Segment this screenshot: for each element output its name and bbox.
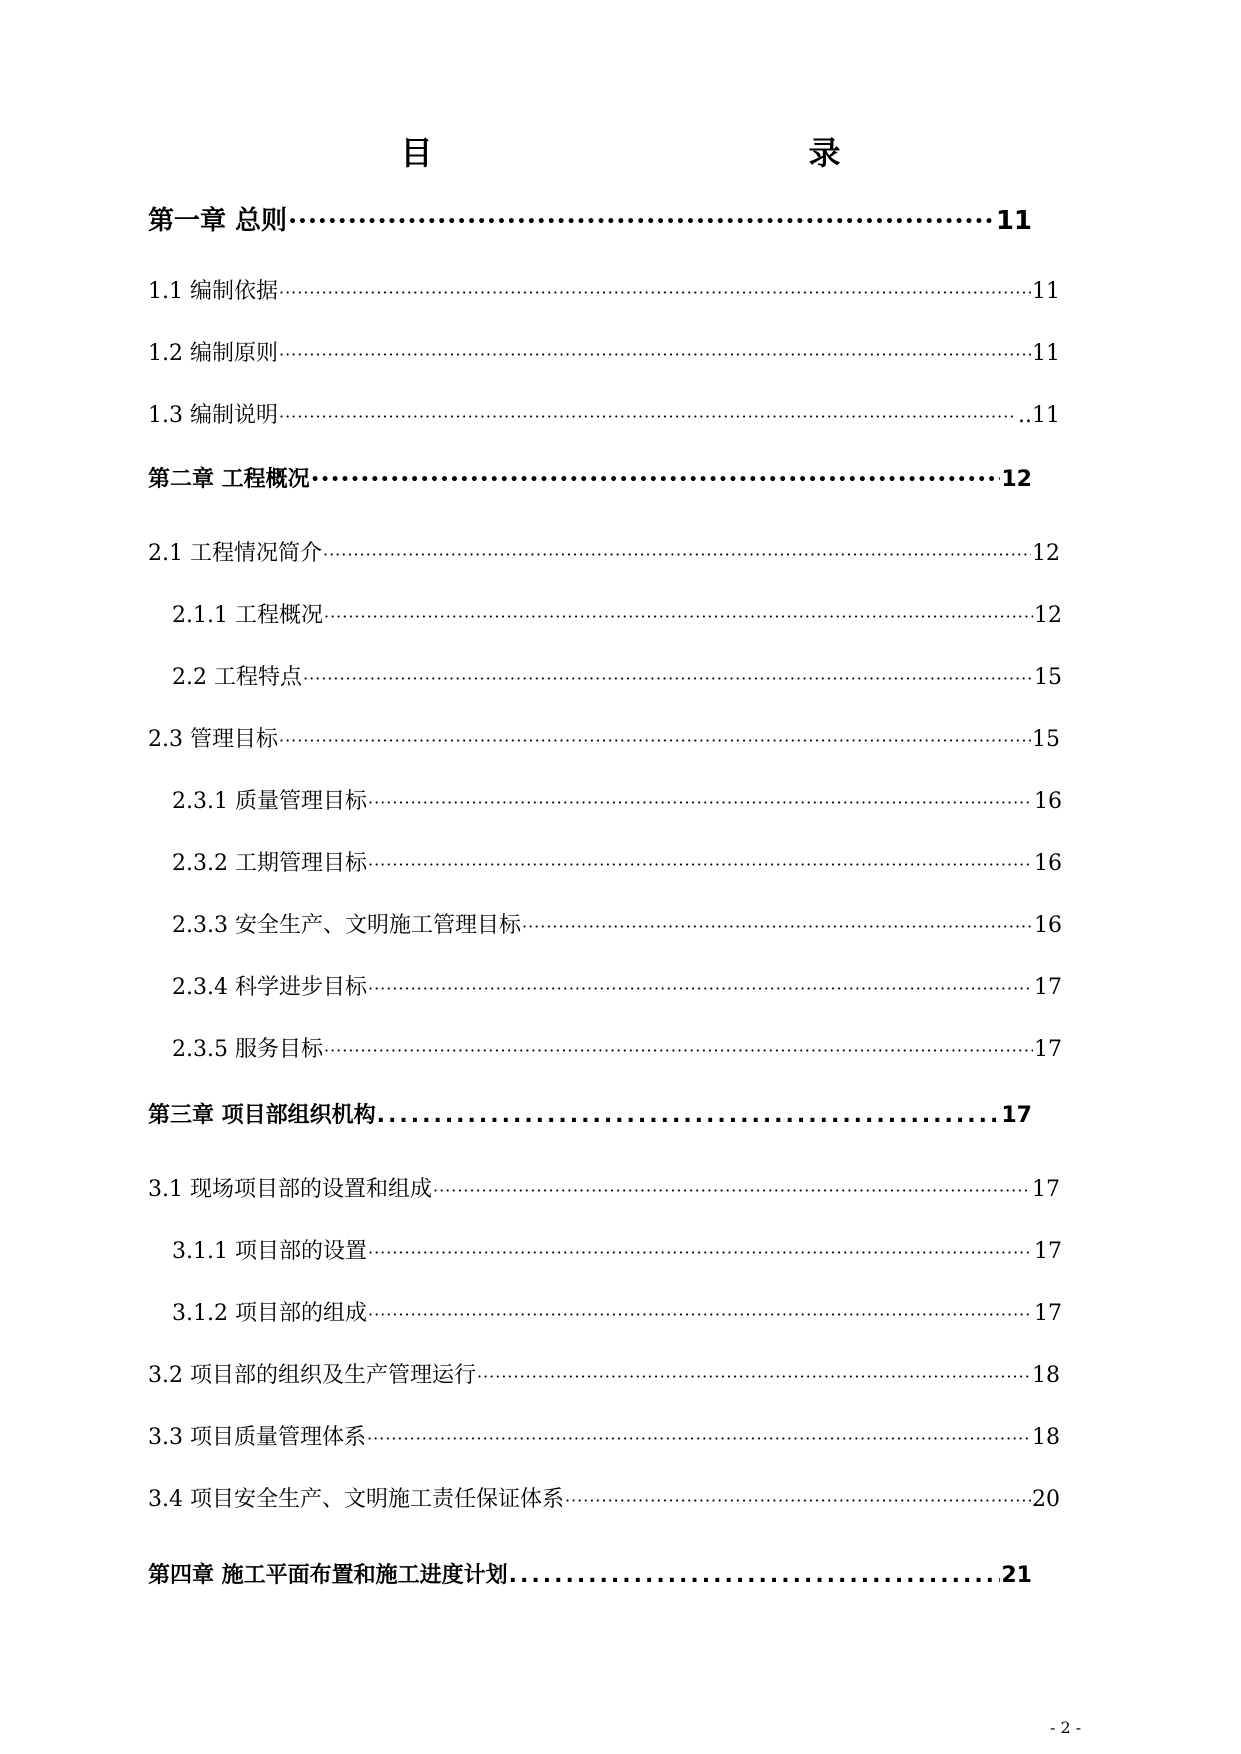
toc-leader-dots xyxy=(368,1301,1033,1326)
toc-entry-page: 18 xyxy=(1032,1425,1060,1450)
toc-entry-page: 15 xyxy=(1032,727,1060,752)
toc-leader-dots xyxy=(279,341,1031,366)
toc-entry-2-3-3[interactable] xyxy=(172,908,1062,939)
toc-entry-page: 16 xyxy=(1034,913,1062,938)
toc-leader-dots xyxy=(279,727,1031,752)
toc-entry-chapter-1[interactable] xyxy=(148,200,1032,237)
toc-entry-label: 2.1 工程情况简介 xyxy=(148,541,322,566)
toc-entry-chapter-3[interactable] xyxy=(148,1098,1032,1129)
toc-title: 目 录 xyxy=(400,134,945,172)
toc-entry-page: 17 xyxy=(1034,1239,1062,1264)
toc-entry-page: 11 xyxy=(995,206,1032,236)
toc-entry-page: 16 xyxy=(1034,789,1062,814)
toc-entry-2-3-4[interactable] xyxy=(172,970,1062,1001)
toc-leader-dots xyxy=(311,467,1001,492)
toc-entry-3-2[interactable] xyxy=(148,1358,1060,1389)
toc-entry-page: 17 xyxy=(1034,975,1062,1000)
toc-entry-page: 17 xyxy=(1032,1177,1060,1202)
toc-entry-page: 20 xyxy=(1032,1487,1060,1512)
toc-entry-2-1-1[interactable] xyxy=(172,598,1062,629)
toc-leader-dots xyxy=(368,789,1033,814)
toc-entry-page: 11 xyxy=(1032,341,1060,366)
toc-entry-1-1[interactable] xyxy=(148,274,1060,305)
toc-entry-chapter-4[interactable] xyxy=(148,1558,1032,1589)
toc-entry-label: 1.3 编制说明 xyxy=(148,403,278,428)
toc-entry-label: 第三章 项目部组织机构 xyxy=(148,1103,376,1128)
toc-leader-dots xyxy=(324,603,1033,628)
toc-leader-dots xyxy=(367,1425,1031,1450)
toc-entry-1-3[interactable] xyxy=(148,398,1060,429)
toc-entry-label: 第二章 工程概况 xyxy=(148,467,310,492)
toc-entry-3-4[interactable] xyxy=(148,1482,1060,1513)
toc-entry-label: 3.4 项目安全生产、文明施工责任保证体系 xyxy=(148,1487,564,1512)
toc-leader-dots xyxy=(324,1037,1033,1062)
toc-entry-2-3-5[interactable] xyxy=(172,1032,1062,1063)
toc-entry-page: ..11 xyxy=(1018,403,1060,428)
toc-entry-label: 2.1.1 工程概况 xyxy=(172,603,323,628)
toc-entry-chapter-2[interactable] xyxy=(148,462,1032,493)
toc-leader-dots xyxy=(288,206,995,236)
toc-leader-dots xyxy=(477,1363,1031,1388)
toc-entry-page: 17 xyxy=(1034,1037,1062,1062)
toc-entry-3-3[interactable] xyxy=(148,1420,1060,1451)
toc-entry-label: 3.1.1 项目部的设置 xyxy=(172,1239,367,1264)
toc-leader-dots xyxy=(565,1487,1031,1512)
toc-entry-label: 3.3 项目质量管理体系 xyxy=(148,1425,366,1450)
toc-leader-dots xyxy=(303,665,1033,690)
toc-entry-3-1-1[interactable] xyxy=(172,1234,1062,1265)
footer-page-number: - 2 - xyxy=(1050,1718,1082,1737)
toc-entry-label: 第一章 总则 xyxy=(148,206,288,236)
toc-entry-page: 12 xyxy=(1034,603,1062,628)
toc-entry-2-3-1[interactable] xyxy=(172,784,1062,815)
toc-entry-2-3-2[interactable] xyxy=(172,846,1062,877)
toc-entry-page: 15 xyxy=(1034,665,1062,690)
toc-entry-3-1-2[interactable] xyxy=(172,1296,1062,1327)
toc-entry-2-1[interactable] xyxy=(148,536,1060,567)
toc-entry-page: 12 xyxy=(1001,467,1032,492)
toc-entry-label: 2.3.2 工期管理目标 xyxy=(172,851,367,876)
toc-leader-dots xyxy=(509,1563,1001,1588)
toc-entry-label: 2.3.5 服务目标 xyxy=(172,1037,323,1062)
toc-entry-label: 2.2 工程特点 xyxy=(172,665,302,690)
toc-entry-label: 3.1.2 项目部的组成 xyxy=(172,1301,367,1326)
toc-entry-2-3[interactable] xyxy=(148,722,1060,753)
toc-leader-dots xyxy=(368,851,1033,876)
toc-entry-label: 2.3.3 安全生产、文明施工管理目标 xyxy=(172,913,521,938)
toc-leader-dots xyxy=(522,913,1033,938)
toc-leader-dots xyxy=(279,279,1031,304)
toc-entry-page: 21 xyxy=(1001,1563,1032,1588)
toc-entry-page: 11 xyxy=(1032,279,1060,304)
toc-entry-label: 2.3.4 科学进步目标 xyxy=(172,975,367,1000)
toc-entry-label: 1.2 编制原则 xyxy=(148,341,278,366)
toc-leader-dots xyxy=(368,975,1033,1000)
toc-entry-page: 17 xyxy=(1034,1301,1062,1326)
toc-entry-label: 第四章 施工平面布置和施工进度计划 xyxy=(148,1563,508,1588)
toc-entry-label: 2.3.1 质量管理目标 xyxy=(172,789,367,814)
toc-entry-2-2[interactable] xyxy=(172,660,1062,691)
toc-entry-page: 12 xyxy=(1032,541,1060,566)
toc-entry-1-2[interactable] xyxy=(148,336,1060,367)
toc-leader-dots xyxy=(377,1103,1001,1128)
toc-entry-page: 17 xyxy=(1001,1103,1032,1128)
toc-leader-dots xyxy=(433,1177,1031,1202)
toc-entry-label: 3.1 现场项目部的设置和组成 xyxy=(148,1177,432,1202)
toc-entry-page: 18 xyxy=(1032,1363,1060,1388)
toc-leader-dots xyxy=(279,403,1017,428)
toc-entry-label: 2.3 管理目标 xyxy=(148,727,278,752)
toc-entry-label: 3.2 项目部的组织及生产管理运行 xyxy=(148,1363,476,1388)
toc-entry-page: 16 xyxy=(1034,851,1062,876)
toc-leader-dots xyxy=(323,541,1031,566)
toc-entry-3-1[interactable] xyxy=(148,1172,1060,1203)
toc-entry-label: 1.1 编制依据 xyxy=(148,279,278,304)
toc-leader-dots xyxy=(368,1239,1033,1264)
